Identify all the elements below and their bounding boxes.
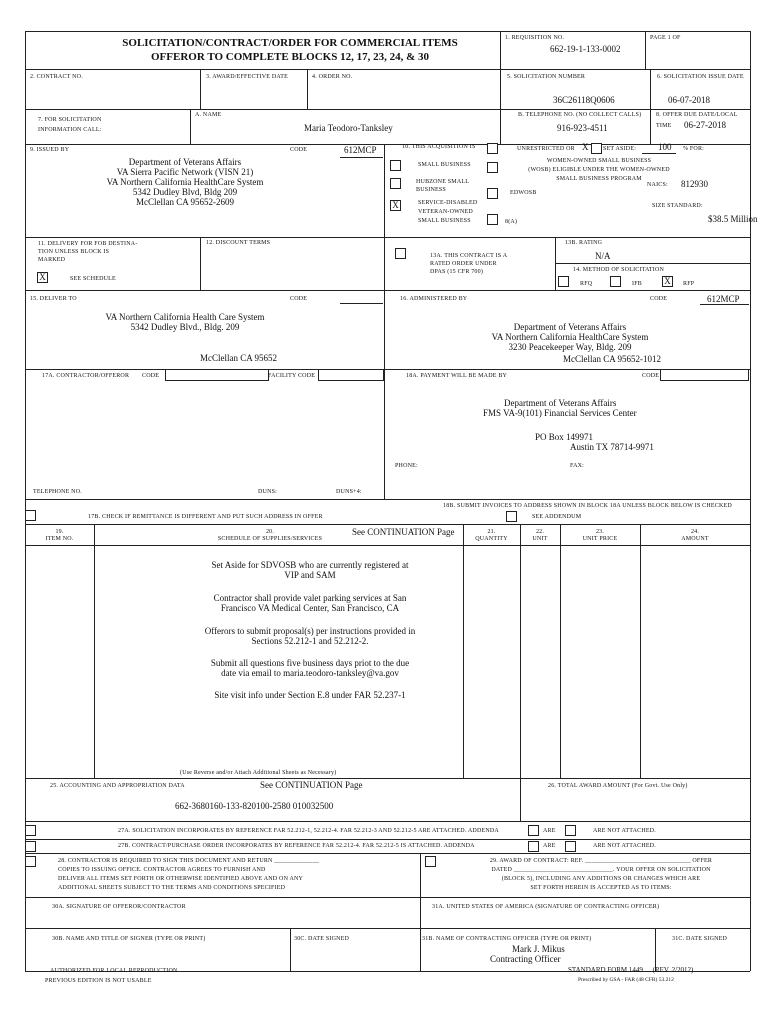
fax-label: FAX: <box>570 463 585 469</box>
rule <box>290 928 291 971</box>
size-standard-value[interactable]: $38.5 Million <box>708 214 758 224</box>
rule <box>25 237 750 238</box>
unit-header: 22. UNIT <box>532 529 548 542</box>
rule <box>25 290 750 291</box>
hubzone-label: HUBZONE SMALL BUSINESS <box>416 179 470 193</box>
telephone-label: TELEPHONE NO. <box>33 489 82 495</box>
rule <box>25 31 750 32</box>
offer-due-value[interactable]: 06-27-2018 <box>684 120 726 130</box>
rfq-label: RFQ <box>580 281 593 287</box>
rule <box>520 524 521 778</box>
duns4-label: DUNS+4: <box>336 489 362 495</box>
rfq-checkbox[interactable] <box>558 276 569 287</box>
27a-are-not-checkbox[interactable] <box>565 825 576 836</box>
underline <box>340 303 383 304</box>
item-no-header: 19. ITEM NO. <box>45 529 74 542</box>
rule <box>25 144 750 145</box>
method-label: 14. METHOD OF SOLICITATION <box>573 267 665 273</box>
label-line: 7. FOR SOLICITATION <box>38 117 102 123</box>
rule <box>25 499 750 500</box>
officer-date-label: 31C. DATE SIGNED <box>672 936 728 942</box>
payment-line: FMS VA-9(101) Financial Services Center <box>483 408 637 418</box>
rfp-label: RFP <box>683 281 695 287</box>
rule <box>500 31 501 69</box>
rule <box>25 109 750 110</box>
deliver-to-city: McClellan CA 95652 <box>200 353 277 363</box>
requisition-label: 1. REQUISITION NO. <box>505 35 565 41</box>
officer-name-label: 31B. NAME OF CONTRACTING OFFICER (TYPE OR PRINT) <box>422 936 592 942</box>
officer-title-value: Contracting Officer <box>490 954 561 964</box>
rule <box>560 524 561 778</box>
are-label: ARE <box>543 828 556 834</box>
rule <box>655 928 656 971</box>
footer-prescribed: Prescribed by GSA - FAR (48 CFR) 53.212 <box>578 977 674 983</box>
see-schedule-checkbox[interactable]: X <box>37 272 48 283</box>
administered-by-city: McClellan CA 95652-1012 <box>563 354 661 364</box>
award-date-label: 3. AWARD/EFFECTIVE DATE <box>206 74 288 80</box>
issued-by-address: Department of Veterans Affairs VA Sierra Pacific Network (VISN 21) VA Northern California HealthCare System 5342 Dudley Blvd, Bldg 209 McClellan CA 95652-2609 <box>106 157 264 207</box>
signer-name-label: 30B. NAME AND TITLE OF SIGNER (TYPE OR PRINT) <box>52 936 206 942</box>
contact-name-value[interactable]: Maria Teodoro-Tanksley <box>304 123 393 133</box>
contractor-code-field[interactable] <box>165 369 269 381</box>
footer-reproduction: AUTHORIZED FOR LOCAL REPRODUCTION <box>50 968 178 974</box>
page-label: PAGE 1 OF <box>650 35 681 41</box>
rule <box>645 31 646 69</box>
eight-a-checkbox[interactable] <box>487 214 498 225</box>
rule <box>94 524 95 778</box>
rule <box>25 778 750 779</box>
remittance-label: 17B. CHECK IF REMITTANCE IS DIFFERENT AND PUT SUCH ADDRESS IN OFFER <box>88 514 323 520</box>
addendum-label: SEE ADDENDUM <box>532 514 582 520</box>
code-label: CODE <box>290 296 308 302</box>
schedule-paragraph: Set Aside for SDVOSB who are currently registered at VIP and SAM <box>211 560 409 580</box>
naics-value[interactable]: 812930 <box>681 179 708 189</box>
rule <box>190 109 191 144</box>
administered-by-code[interactable]: 612MCP <box>707 294 740 304</box>
solicitation-no-label: 5. SOLICITATION NUMBER <box>507 74 586 80</box>
27a-text: 27A. SOLICITATION INCORPORATES BY REFERENCE FAR 52.212-1, 52.212-4. FAR 52.212-3 AND 52.212-5 ARE ATTACHED. ADDENDA <box>118 828 499 834</box>
contract-no-label: 2. CONTRACT NO. <box>30 74 83 80</box>
order-no-label: 4. ORDER NO. <box>312 74 353 80</box>
rule <box>463 524 464 778</box>
rating-label: 13B. RATING <box>565 240 603 246</box>
accounting-value[interactable]: 662-3680160-133-820100-2580 010032500 <box>175 801 334 811</box>
rfp-checkbox[interactable]: X <box>662 276 673 287</box>
code-label: CODE <box>650 296 668 302</box>
ifb-checkbox[interactable] <box>610 276 621 287</box>
name-label: A. NAME <box>195 112 222 118</box>
schedule-header: 20. SCHEDULE OF SUPPLIES/SERVICES <box>217 529 323 542</box>
time-label: TIME <box>656 123 672 129</box>
facility-code-field[interactable] <box>318 369 384 381</box>
28-text: 28. CONTRACTOR IS REQUIRED TO SIGN THIS DOCUMENT AND RETURN ______________ COPIES TO ISSUING OFFICE. CONTRACTOR AGREES TO FURNISH AND DELIVER ALL ITEMS SET FORTH OR OTHERWISE IDENTIFIED ABOVE AND ON ANY ADDITIONAL SHEETS SUBJECT TO THE TERMS AND CONDITIONS SPECIFIED <box>58 858 320 891</box>
rule <box>640 524 641 778</box>
small-business-checkbox[interactable] <box>390 160 401 171</box>
rule <box>750 31 751 971</box>
schedule-paragraph: Site visit info under Section E.8 under FAR 52.237-1 <box>214 690 406 700</box>
payment-code-field[interactable] <box>660 369 749 381</box>
total-award-label: 26. TOTAL AWARD AMOUNT (For Govt. Use Only) <box>548 783 688 789</box>
continuation-note: See CONTINUATION Page <box>260 780 363 790</box>
payment-city: Austin TX 78714-9971 <box>570 442 654 452</box>
footer-edition: PREVIOUS EDITION IS NOT USABLE <box>45 978 152 984</box>
phone-label: PHONE: <box>395 463 418 469</box>
solicitation-info-label <box>38 115 102 135</box>
acquisition-box[interactable] <box>487 143 498 154</box>
discount-terms-label: 12. DISCOUNT TERMS <box>206 240 271 246</box>
issued-by-label: 9. ISSUED BY <box>30 147 70 153</box>
signature-offeror-label: 30A. SIGNATURE OF OFFEROR/CONTRACTOR <box>52 904 186 910</box>
rated-order-checkbox[interactable] <box>395 248 406 259</box>
naics-label: NAICS: <box>647 182 668 188</box>
rule <box>25 545 750 546</box>
sdvosb-checkbox[interactable]: X <box>390 200 401 211</box>
fob-label: 11. DELIVERY FOR FOB DESTINA- TION UNLESS BLOCK IS MARKED <box>38 241 138 263</box>
unrestricted-label: UNRESTRICTED OR <box>517 146 575 152</box>
size-standard-label: SIZE STANDARD: <box>652 203 703 209</box>
continuation-note: See CONTINUATION Page <box>352 527 455 537</box>
wosb-label: WOMEN-OWNED SMALL BUSINESS (WOSB) ELIGIBLE UNDER THE WOMEN-OWNED SMALL BUSINESS PROGRAM <box>528 158 670 182</box>
unit-price-header: 23. UNIT PRICE <box>582 529 618 542</box>
29-checkbox[interactable] <box>425 856 436 867</box>
phone-value[interactable]: 916-923-4511 <box>557 123 608 133</box>
rated-order-label: 13A. THIS CONTRACT IS A RATED ORDER UNDER DPAS (15 CFR 700) <box>430 253 508 275</box>
percent-for-label: % FOR: <box>683 146 705 152</box>
rule <box>555 263 750 264</box>
eight-a-label: 8(A) <box>505 219 518 225</box>
rule <box>25 69 750 70</box>
rule <box>25 839 750 840</box>
unrestricted-mark[interactable]: X <box>582 142 589 152</box>
rule <box>500 69 501 144</box>
rule <box>200 237 201 290</box>
remittance-checkbox[interactable] <box>25 510 36 521</box>
edwosb-label: EDWOSB <box>510 190 537 196</box>
issue-date-label: 6. SOLICITATION ISSUE DATE <box>657 74 744 80</box>
contractor-label: 17A. CONTRACTOR/OFFEROR <box>42 373 130 379</box>
set-aside-checkbox[interactable] <box>591 143 602 154</box>
set-aside-percent[interactable]: 100 <box>658 142 672 152</box>
form-title-line: OFFEROR TO COMPLETE BLOCKS 12, 17, 23, 24, & 30 <box>151 51 429 63</box>
sdvosb-label: SERVICE-DISABLED VETERAN-OWNED SMALL BUSINESS <box>418 200 478 224</box>
form-title-line: SOLICITATION/CONTRACT/ORDER FOR COMMERCIAL ITEMS <box>122 37 458 49</box>
payment-line: Department of Veterans Affairs <box>504 398 617 408</box>
payment-label: 18A. PAYMENT WILL BE MADE BY <box>406 373 508 379</box>
rule <box>384 369 385 499</box>
form-name: STANDARD FORM 1449 <box>568 966 643 974</box>
underline <box>340 157 383 158</box>
administered-by-address: Department of Veterans Affairs VA Northern California HealthCare System 3230 Peacekeeper Way, Bldg. 209 <box>491 322 649 352</box>
payment-po-box: PO Box 149971 <box>535 432 594 442</box>
27b-are-not-checkbox[interactable] <box>565 841 576 852</box>
schedule-footer-note: (Use Reverse and/or Attach Additional Sheets as Necessary) <box>180 770 337 776</box>
set-aside-label: SET ASIDE: <box>603 146 637 152</box>
form-revision: (REV. 2/2012) <box>652 966 694 974</box>
rule <box>520 778 521 821</box>
rule <box>25 853 750 854</box>
code-label: CODE <box>642 373 660 379</box>
facility-code-label: FACILITY CODE <box>268 373 316 379</box>
29-text: 29. AWARD OF CONTRACT: REF. _________________________________ OFFER DATED _______________________________. YOUR OFFER ON SOLICITATION (BLOCK 5), INCLUDING ANY ADDITIONS OR CHANGES WHICH ARE SET FORTH HEREIN IS ACCEPTED AS TO ITEMS: <box>489 858 713 891</box>
rule <box>650 69 651 144</box>
offer-due-label: 8. OFFER DUE DATE/LOCAL <box>656 112 738 118</box>
amount-header: 24. AMOUNT <box>681 529 709 542</box>
schedule-paragraph: Submit all questions five business days priot to the due date via email to maria.teodoro-tanksley@va.gov <box>210 658 410 678</box>
issued-by-code[interactable]: 612MCP <box>344 145 377 155</box>
ifb-label: IFB <box>632 281 642 287</box>
date-signed-label: 30C. DATE SIGNED <box>294 936 350 942</box>
officer-name-value[interactable]: Mark J. Mikus <box>512 944 565 954</box>
are-not-label: ARE NOT ATTACHED. <box>593 843 656 849</box>
form-title <box>80 36 500 64</box>
code-label: CODE <box>142 373 160 379</box>
quantity-header: 21. QUANTITY <box>475 529 508 542</box>
rule <box>200 69 201 109</box>
rule <box>307 69 308 109</box>
code-label: CODE <box>290 147 308 153</box>
are-not-label: ARE NOT ATTACHED. <box>593 828 656 834</box>
27b-text: 27B. CONTRACT/PURCHASE ORDER INCORPORATES BY REFERENCE FAR 52.212-4. FAR 52.212-5 IS ATTACHED. ADDENDA <box>118 843 475 849</box>
underline <box>700 304 749 305</box>
rule <box>25 821 750 822</box>
deliver-to-address: VA Northern California Health Care System 5342 Dudley Blvd., Bldg. 209 <box>105 312 265 332</box>
acquisition-label: 10. THIS ACQUISITION IS <box>402 144 476 150</box>
accounting-label: 25. ACCOUNTING AND APPROPRIATION DATA <box>50 783 185 789</box>
rule <box>25 524 750 525</box>
underline <box>642 153 676 154</box>
are-label: ARE <box>543 843 556 849</box>
solicitation-no-value[interactable]: 36C26118Q0606 <box>553 95 615 105</box>
28-checkbox[interactable] <box>25 856 36 867</box>
footer-form-id <box>568 966 693 974</box>
rule <box>420 853 421 971</box>
27b-checkbox[interactable] <box>25 841 36 852</box>
27a-are-checkbox[interactable] <box>528 825 539 836</box>
rule <box>25 897 750 898</box>
rating-value[interactable]: N/A <box>595 251 611 261</box>
schedule-paragraph: Contractor shall provide valet parking services at San Francisco VA Medical Center, San Francisco, CA <box>213 593 407 613</box>
issue-date-value[interactable]: 06-07-2018 <box>668 95 710 105</box>
duns-label: DUNS: <box>258 489 278 495</box>
label-line: INFORMATION CALL: <box>38 127 102 133</box>
administered-by-label: 16. ADMINISTERED BY <box>400 296 468 302</box>
hubzone-checkbox[interactable] <box>390 178 401 189</box>
see-schedule-label: SEE SCHEDULE <box>70 276 116 282</box>
rule <box>25 928 750 929</box>
requisition-value[interactable]: 662-19-1-133-0002 <box>550 44 621 54</box>
invoice-label: 18B. SUBMIT INVOICES TO ADDRESS SHOWN IN BLOCK 18A UNLESS BLOCK BELOW IS CHECKED <box>443 503 732 509</box>
rule <box>25 369 750 370</box>
signature-officer-label: 31A. UNITED STATES OF AMERICA (SIGNATURE OF CONTRACTING OFFICER) <box>432 904 660 910</box>
small-business-label: SMALL BUSINESS <box>418 162 471 168</box>
27b-are-checkbox[interactable] <box>528 841 539 852</box>
rule <box>384 144 385 369</box>
phone-label: B. TELEPHONE NO. (NO COLLECT CALLS) <box>518 112 642 118</box>
addendum-checkbox[interactable] <box>506 511 517 522</box>
deliver-to-label: 15. DELIVER TO <box>30 296 77 302</box>
27a-checkbox[interactable] <box>25 825 36 836</box>
schedule-paragraph: Offerors to submit proposal(s) per instructions provided in Sections 52.212-1 and 52.212-2. <box>204 626 416 646</box>
wosb-checkbox[interactable] <box>487 162 498 173</box>
edwosb-checkbox[interactable] <box>487 188 498 199</box>
